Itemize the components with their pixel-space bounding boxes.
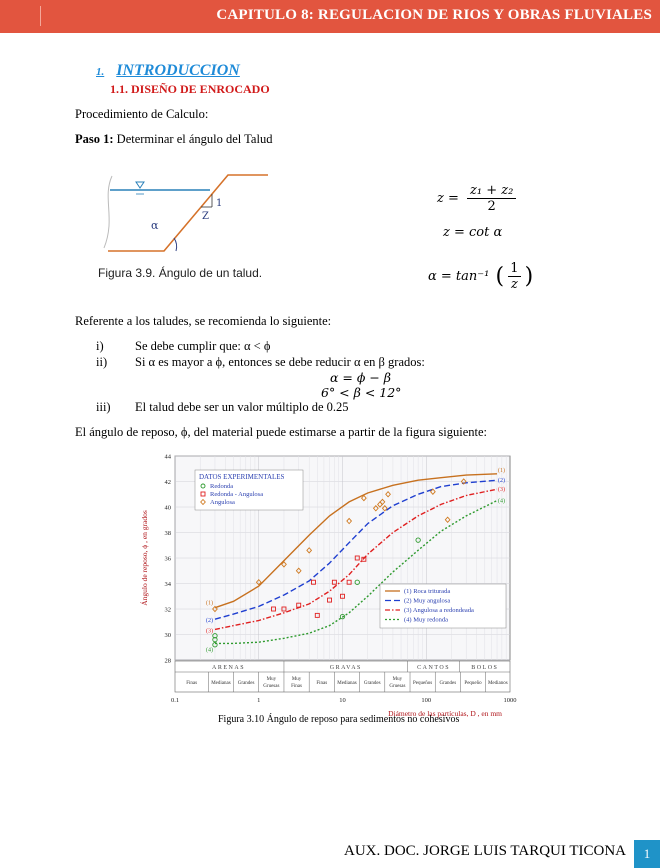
step1-label: Paso 1: [75,132,114,146]
list-marker-1: i) [96,339,104,353]
slope-caption: Figura 3.9. Ángulo de un talud. [98,266,263,280]
formula-tan: α = tan⁻¹ ( $\frac{1}{z}$ ) [428,261,534,292]
list-marker-2: ii) [96,355,108,369]
formula-z-lhs: z = [437,191,459,206]
x-tick-label: 100 [421,697,432,704]
list-marker-3: iii) [96,400,111,414]
step1 [75,132,272,147]
slope-label-one: 1 [216,198,223,209]
class-bottom-label: Muy [291,677,302,682]
step1-text: Determinar el ángulo del Talud [113,132,273,146]
formula-tan-lhs: α = tan⁻¹ [428,269,490,284]
x-tick-label: 10 [339,697,346,704]
y-tick-label: 28 [164,657,171,665]
formula-tan-denominator: z [510,277,518,292]
y-tick-label: 42 [164,479,171,486]
class-top-label: BOLOS [471,665,499,671]
formula-tan-numerator: 1 [510,261,519,276]
list-text-3: El talud debe ser un valor múltiplo de 0.25 [135,400,349,414]
chart-caption: Figura 3.10 Ángulo de reposo para sedimentos no cohesivos [218,714,460,725]
y-axis-label: Ángulo de reposo, ϕ , en grados [140,510,149,606]
x-tick-label: 1000 [503,697,517,704]
list-text-1: Se debe cumplir que: α < ϕ [135,339,271,353]
subsection-title: DISEÑO DE ENROCADO [131,82,270,96]
formula-z-mean [437,183,516,214]
class-bottom-label: Gruesas [389,684,406,689]
author-name: AUX. DOC. JORGE LUIS TARQUI TICONA [344,843,626,859]
x-tick-label: 1 [257,697,261,704]
referente-text: Referente a los taludes, se recomienda lo siguiente: [75,314,332,328]
series-tag-start: (1) [205,600,213,607]
class-bottom-label: Pequeños [413,681,433,686]
class-bottom-label: Grandes [237,681,255,686]
class-bottom-label: Medianos [487,681,508,686]
y-tick-label: 36 [164,555,171,563]
equation-alpha: α = ϕ − β [330,370,392,385]
series-tag-start: (4) [205,647,213,654]
class-bottom-label: Grandes [363,681,381,686]
series-legend-entry: (3) Angulosa a redondeada [404,607,474,614]
formula-z-denominator: 2 [487,199,496,214]
repose-chart-svg [135,448,520,718]
y-tick-label: 44 [164,453,171,461]
class-top-label: CANTOS [417,665,451,671]
section-heading [96,62,240,80]
y-tick-label: 30 [164,632,171,639]
slope-label-z: Z [202,211,209,222]
procedure-text: Procedimiento de Calculo: [75,107,209,121]
equation-beta: 6° < β < 12° [321,385,402,400]
class-bottom-label: Grandes [439,681,457,686]
formula-cot: z = cot α [443,225,503,240]
experimental-legend-title: DATOS EXPERIMENTALES [199,473,285,481]
experimental-legend-entry: Redonda - Angulosa [210,491,264,498]
series-legend-entry: (4) Muy redonda [404,616,449,624]
chapter-title: CAPITULO 8: REGULACION DE RIOS Y OBRAS FLUVIALES [216,7,652,23]
y-tick-label: 40 [164,504,171,512]
class-bottom-label: Finas [316,681,328,686]
subsection-heading [110,82,270,97]
series-legend-entry: (1) Roca triturada [404,588,451,595]
series-tag-end: (2) [498,478,506,485]
slope-label-alpha: α [151,219,159,232]
class-bottom-label: Pequeño [464,681,482,686]
series-tag-end: (3) [498,487,506,494]
y-tick-label: 32 [164,606,171,614]
class-bottom-label: Muy [392,677,403,682]
slope-figure [98,168,278,283]
page-footer [0,840,660,868]
slope-diagram [98,168,278,264]
series-legend-entry: (2) Muy angulosa [404,597,451,605]
experimental-legend-entry: Redonda [210,483,234,490]
class-bottom-label: Muy [266,677,277,682]
series-tag-start: (3) [205,628,213,635]
formula-z-fraction [467,183,516,214]
header-mark [40,6,41,26]
class-top-label: GRAVAS [329,665,362,671]
list-text-2: Si α es mayor a ϕ, entonces se debe reducir α en β grados: [135,355,425,369]
class-bottom-label: Finas [186,681,198,686]
section-number: 1. [96,66,105,78]
page-header [0,0,660,33]
series-tag-end: (1) [498,467,506,474]
class-bottom-label: Medianas [211,681,231,686]
class-bottom-label: Gruesas [263,684,280,689]
experimental-legend-entry: Angulosa [210,499,235,506]
reposo-text: El ángulo de reposo, ϕ, del material puede estimarse a partir de la figura siguiente: [75,425,487,439]
section-title: INTRODUCCION [116,62,240,79]
y-tick-label: 38 [164,530,171,537]
formula-tan-fraction [508,261,520,292]
formula-z-numerator: z₁ + z₂ [467,183,516,199]
y-tick-label: 34 [164,581,171,588]
x-axis-label: Diámetro de las partículas, D , en mm [388,709,502,718]
repose-chart [135,448,520,718]
class-bottom-label: Finas [291,684,302,689]
class-bottom-label: Medianas [337,681,357,686]
subsection-number: 1.1. [110,82,128,96]
page-number: 1 [634,840,660,868]
class-top-label: ARENAS [212,665,246,671]
series-tag-start: (2) [205,618,213,625]
series-tag-end: (4) [498,498,506,505]
x-tick-label: 0.1 [170,697,180,704]
